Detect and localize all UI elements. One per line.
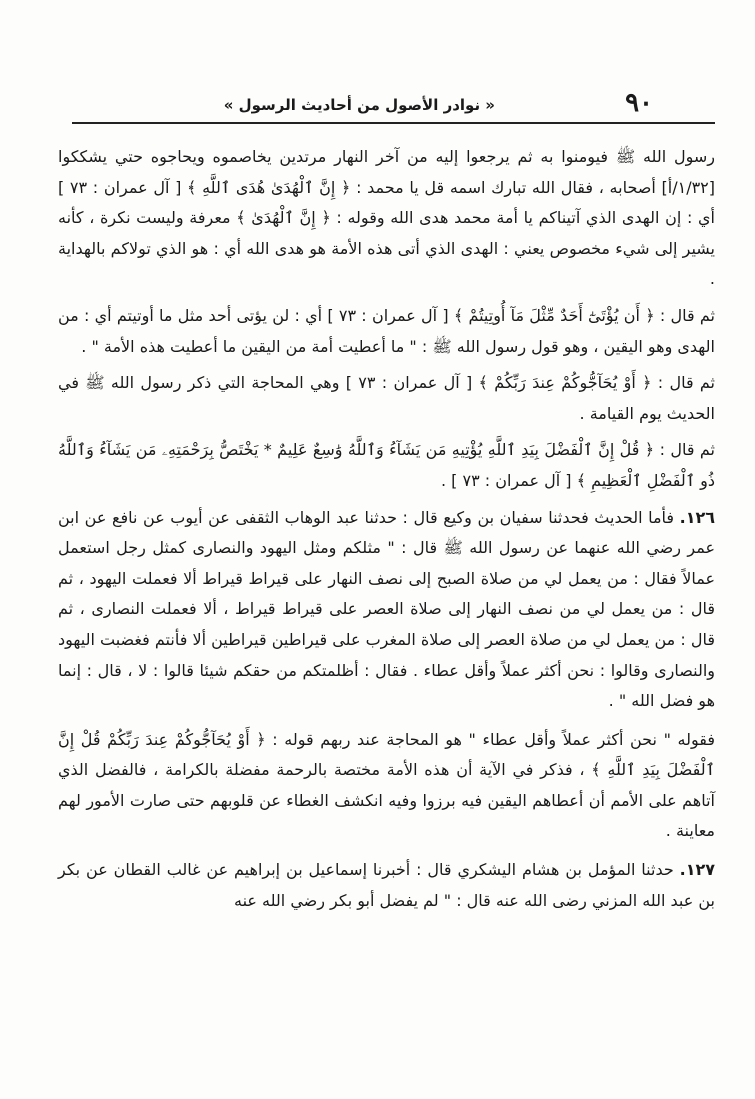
hadith-paragraph <box>58 503 715 717</box>
paragraph <box>58 725 715 847</box>
paragraph-text: ثم قال : ﴿ قُلْ إِنَّ ٱلْفَضْلَ بِيَدِ ٱللَّهِ يُؤْتِيهِ مَن يَشَآءُ وَٱللَّهُ وَٰسِعٌ عَلِيمٌ * يَخْتَصُّ بِرَحْمَتِهِۦ مَن يَشَآءُ وَٱللَّهُ ذُو ٱلْفَضْلِ ٱلْعَظِيمِ ﴾ [ آل عمران : ٧٣ ] . <box>58 440 715 490</box>
hadith-number: ١٢٦. <box>679 507 715 527</box>
running-title: « نوادر الأصول من أحاديث الرسول » <box>223 96 495 114</box>
page-header <box>72 88 715 124</box>
paragraph <box>58 142 715 295</box>
paragraph-text: فقوله " نحن أكثر عملاً وأقل عطاء " هو المحاجة عند ربهم قوله : ﴿ أَوْ يُحَآجُّوكُمْ عِندَ رَبِّكُمْ قُلْ إِنَّ ٱلْفَضْلَ بِيَدِ ٱللَّهِ ﴾ ، فذكر في الآية أن هذه الأمة مختصة بالرحمة مفضلة بالكرامة ، فالفضل الذي آتاهم على الأمم أن أعطاهم اليقين فيه برزوا وفيه انكشف الغطاء عن قلوبهم حتى صارت الأمور لهم معاينة . <box>58 729 715 841</box>
paragraph <box>58 435 715 496</box>
hadith-paragraph <box>58 855 715 916</box>
paragraph <box>58 301 715 362</box>
paragraph <box>58 368 715 429</box>
paragraph-text: ثم قال : ﴿ أَن يُؤْتَىٰٓ أَحَدٌ مِّثْلَ مَآ أُوتِيتُمْ ﴾ [ آل عمران : ٧٣ ] أي : لن يؤتى أحد مثل ما أوتيتم أي : من الهدى وهو اليقين ، وهو قول رسول الله ﷺ : " ما أعطيت أمة من اليقين ما أعطيت هذه الأمة " . <box>58 305 716 356</box>
paragraph-text: رسول الله ﷺ فيومنوا به ثم يرجعوا إليه من آخر النهار مرتدين يخاصموه ويحاجوه حتي يشككوا [١/٣٢/أ] أصحابه ، فقال الله تبارك اسمه قل يا محمد : ﴿ إِنَّ ٱلْهُدَىٰ هُدَى ٱللَّهِ ﴾ [ آل عمران : ٧٣ ] أي : إن الهدى الذي آتيناكم يا أمة محمد هدى الله وقوله : ﴿ إِنَّ ٱلْهُدَىٰ ﴾ معرفة وليست نكرة ، كأنه يشير إلى شيء مخصوص يعني : الهدى الذي أتى هذه الأمة هو هدى الله أي : هو الذي تولاكم بالهداية . <box>58 147 716 289</box>
paragraph-text: فأما الحديث فحدثنا سفيان بن وكيع قال : حدثنا عبد الوهاب الثقفى عن أيوب عن نافع عن ابن عمر رضي الله عنهما عن رسول الله ﷺ قال : " مثلكم ومثل اليهود والنصارى كمثل رجل استعمل عمالاً فقال : من يعمل لي من صلاة الصبح إلى نصف النهار على قيراط قيراط ألا فعملت اليهود ، ثم قال : من يعمل لي من نصف النهار إلى صلاة العصر على قيراط قيراط ، ألا فعملت النصارى ، ثم قال : من يعمل لي من صلاة العصر إلى صلاة المغرب على قيراطين قيراطين ألا فأنتم فغضبت اليهود والنصارى وقالوا : نحن أكثر عملاً وأقل عطاء . فقال : أظلمتكم من حقكم شيئا قالوا : لا ، قال : إنما هو فضل الله " . <box>58 507 715 711</box>
page-body <box>58 142 715 916</box>
paragraph-text: ثم قال : ﴿ أَوْ يُحَآجُّوكُمْ عِندَ رَبِّكُمْ ﴾ [ آل عمران : ٧٣ ] وهي المحاجة التي ذكر رسول الله ﷺ في الحديث يوم القيامة . <box>58 373 716 423</box>
page-number: ٩٠ <box>625 88 653 118</box>
hadith-number: ١٢٧. <box>679 860 715 880</box>
paragraph-text: حدثنا المؤمل بن هشام اليشكري قال : أخبرنا إسماعيل بن إبراهيم عن غالب القطان عن بكر بن عبد الله المزني رضى الله عنه قال : " لم يفضل أبو بكر رضي الله عنه <box>58 860 715 910</box>
